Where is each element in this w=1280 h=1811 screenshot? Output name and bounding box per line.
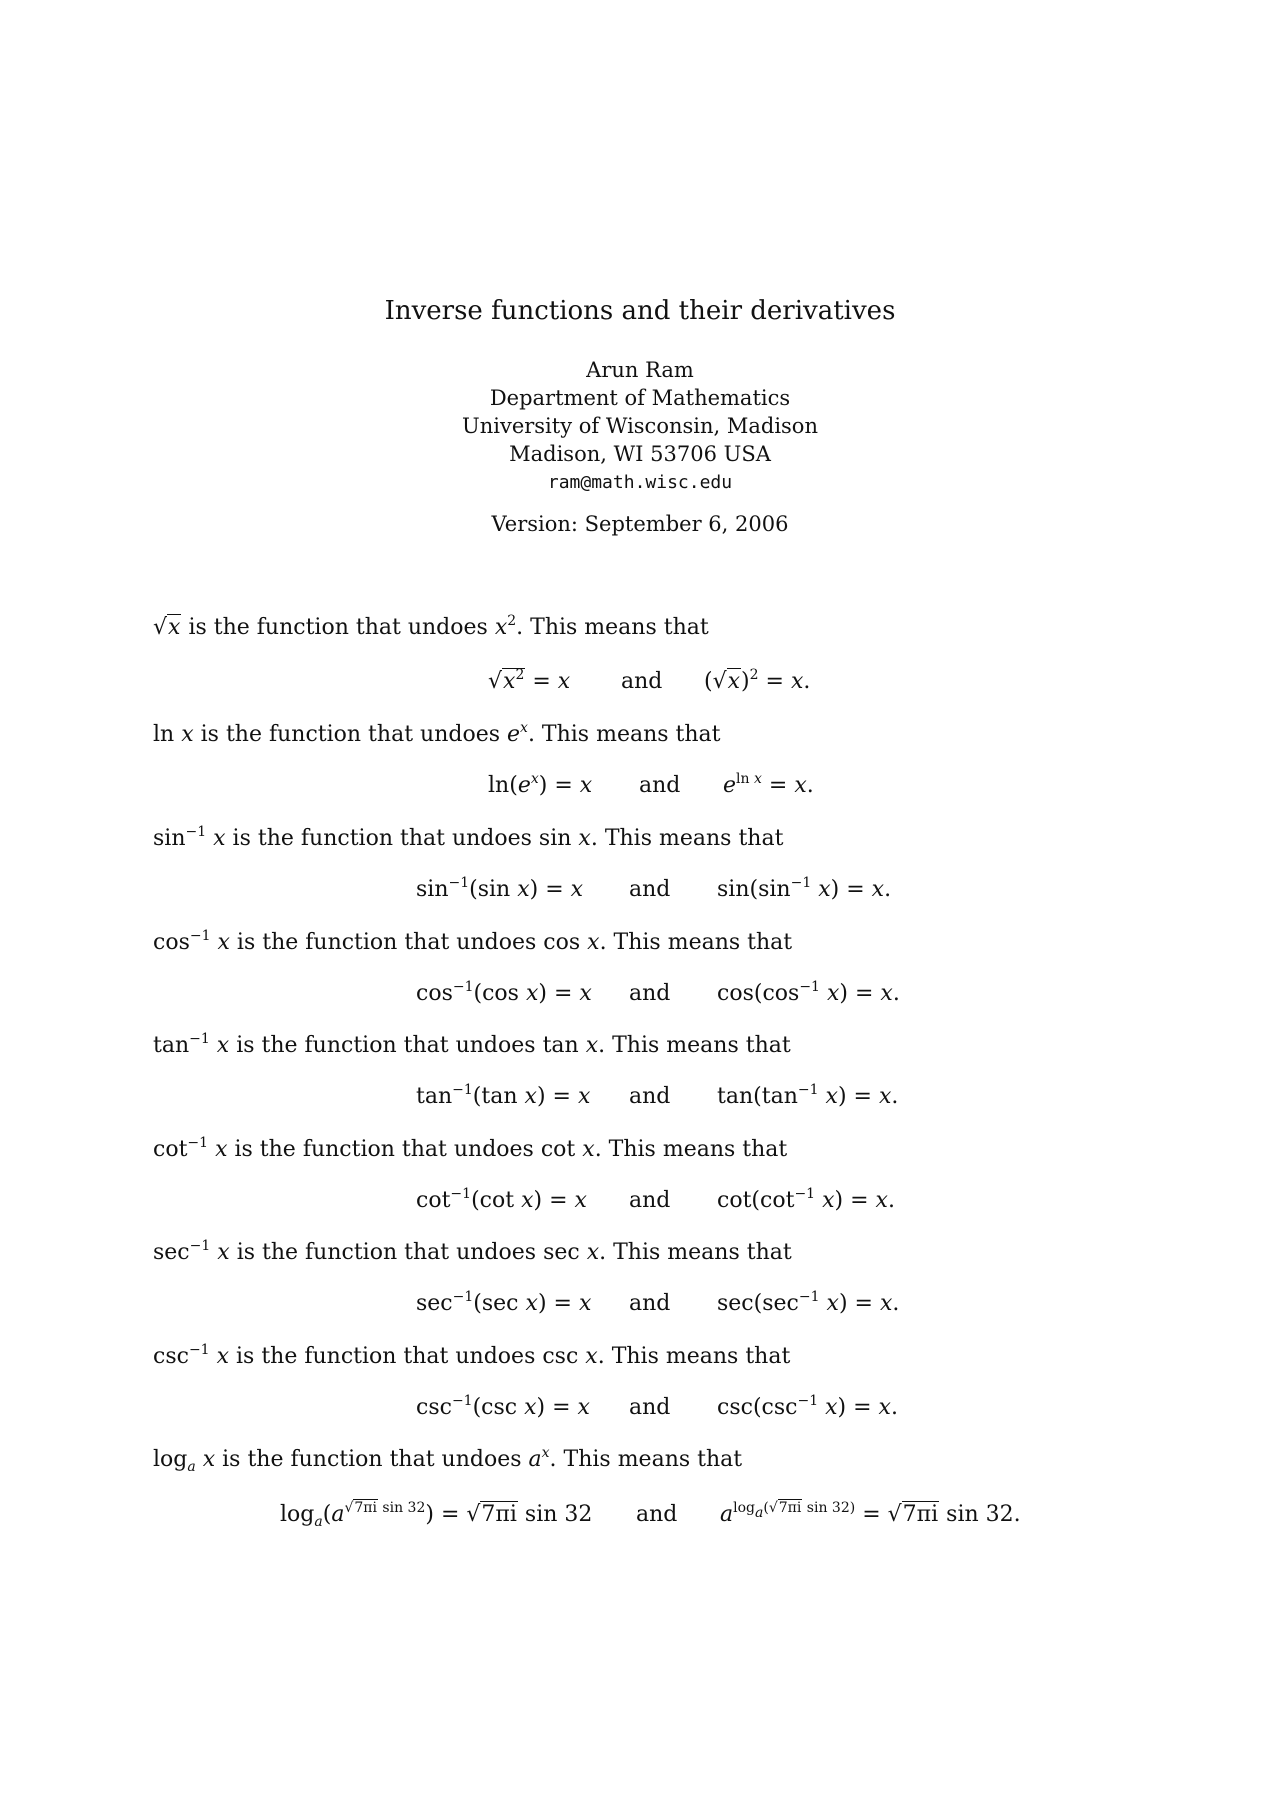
and-label: and	[629, 877, 671, 902]
university: University of Wisconsin, Madison	[462, 414, 818, 438]
inverse-cot-equation-left: $\cot^{-1}(\cot$ x) = x	[416, 1185, 587, 1213]
inverse-cos-equation-right: $\cos(\cos^{-1}$ x) = x.	[717, 978, 900, 1006]
log-statement: $\log_a x$ is the function that undoes $a^x$. This means that	[153, 1445, 743, 1475]
inverse-tan-equation-left: $\tan^{-1}(\tan$ x) = x	[416, 1082, 591, 1109]
inverse-cot-statement: $\cot^{-1} x$ is the function that undoes cot x. This means that	[153, 1134, 788, 1162]
inverse-csc-equation-right: $\csc(\csc^{-1}$ x) = x.	[717, 1392, 898, 1420]
and-label: and	[629, 1084, 671, 1109]
sqrt-equation-left: $√x^2 = x$	[488, 667, 571, 694]
inverse-sec-equation-right: $\sec(\sec^{-1}$ x) = x.	[717, 1289, 900, 1316]
inverse-sin-equation-right: $\sin(\sin^{-1}$ x) = x.	[717, 875, 892, 902]
ln-statement: ln x is the function that undoes $e^x$. This means that	[153, 720, 721, 747]
and-label: and	[639, 773, 681, 798]
version-date: Version: September 6, 2006	[491, 512, 789, 536]
address: Madison, WI 53706 USA	[509, 442, 771, 466]
and-label: and	[629, 1187, 671, 1213]
inverse-cos-equation-left: $\cos^{-1}(\cos$ x) = x	[416, 978, 592, 1006]
inverse-csc-equation-left: $\csc^{-1}(\csc$ x) = x	[416, 1392, 590, 1420]
ln-equation-left: $\ln(e^x) = x$	[488, 771, 593, 798]
inverse-sin-equation-left: $\sin^{-1}(\sin$ x) = x	[416, 875, 584, 902]
ln-equation-right: $e^{ln x} = x$.	[723, 771, 814, 798]
inverse-cos-statement: $\cos^{-1} x$ is the function that undoes cos x. This means that	[153, 927, 793, 955]
sqrt-equation-right: $(√x)^2 = x$.	[704, 667, 811, 694]
inverse-sin-statement: $\sin^{-1} x$ is the function that undoes sin x. This means that	[153, 824, 784, 851]
and-label: and	[629, 1394, 671, 1420]
department: Department of Mathematics	[489, 386, 791, 410]
inverse-sec-equation-left: $\sec^{-1}(\sec$ x) = x	[416, 1289, 592, 1316]
inverse-csc-statement: $\csc^{-1} x$ is the function that undoes csc x. This means that	[153, 1341, 791, 1369]
and-label: and	[621, 669, 663, 694]
log-equation-left: $\log_a(a^{√7\pi i sin 32}) = √7\pi i$ sin 32	[280, 1500, 593, 1530]
inverse-sec-statement: $\sec^{-1} x$ is the function that undoes sec x. This means that	[153, 1238, 792, 1265]
author-email: ram@math.wisc.edu	[547, 472, 733, 493]
author-name: Arun Ram	[586, 358, 694, 382]
and-label: and	[629, 1291, 671, 1316]
sqrt-statement: √x is the function that undoes $x^2$. This means that	[153, 613, 709, 640]
and-label: and	[636, 1502, 678, 1527]
log-equation-right: $a^{log_a(√7\pi i sin 32)} = √7\pi i$ sin 32.	[720, 1500, 1021, 1527]
paper-title: Inverse functions and their derivatives	[384, 296, 896, 326]
inverse-tan-statement: $\tan^{-1} x$ is the function that undoes tan x. This means that	[153, 1031, 791, 1058]
inverse-cot-equation-right: $\cot(\cot^{-1}$ x) = x.	[717, 1185, 895, 1213]
and-label: and	[629, 980, 671, 1006]
inverse-tan-equation-right: $\tan(\tan^{-1}$ x) = x.	[717, 1082, 899, 1109]
